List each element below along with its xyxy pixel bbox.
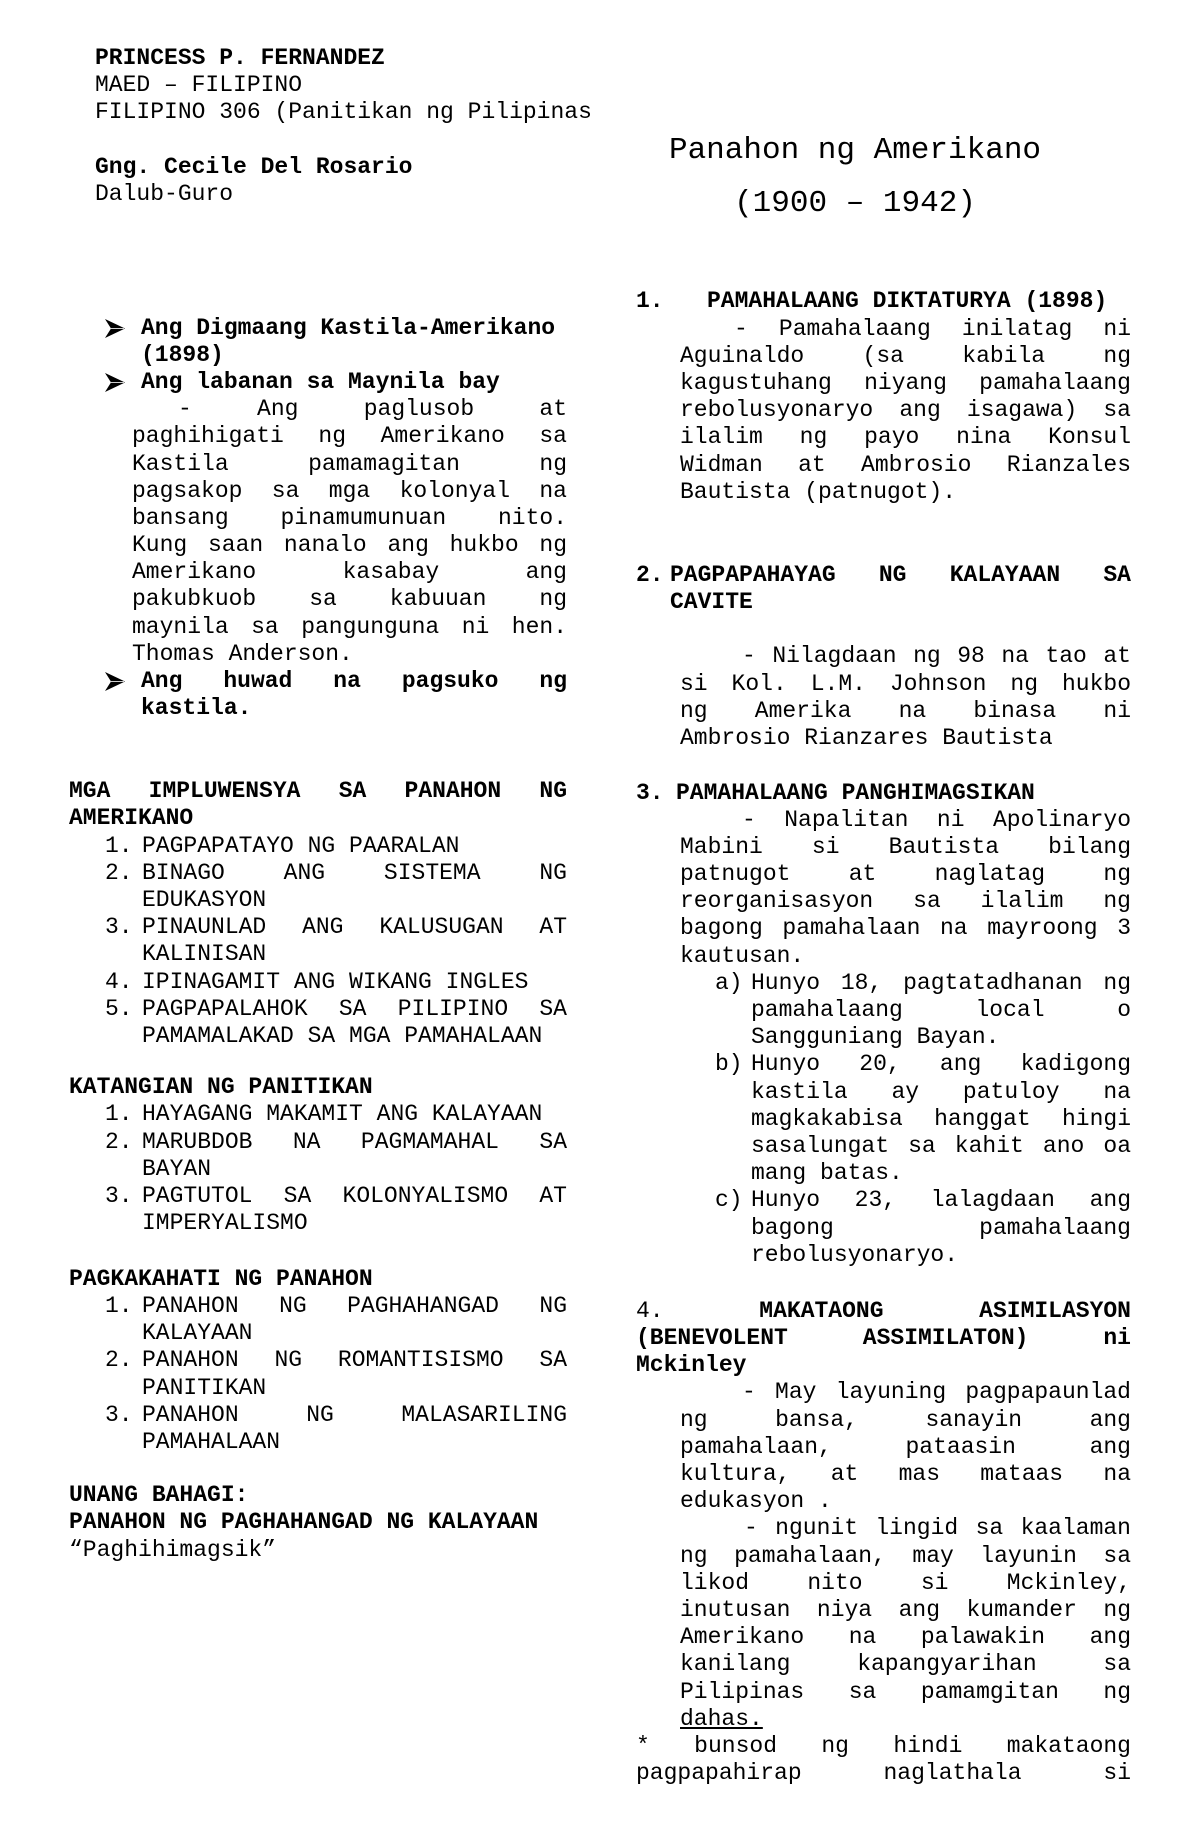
list-item: [69, 1129, 567, 1183]
arrowhead-bullet-icon: [105, 672, 125, 691]
list-item-text: PANAHON NG ROMANTISISMO SA: [142, 1347, 567, 1374]
underlined-word: dahas.: [680, 1705, 763, 1732]
list-number: 1.: [105, 1101, 133, 1128]
body-line: ng Amerika na binasa ni: [680, 697, 1131, 724]
body-line: Ambrosio Rianzares Bautista: [680, 725, 1053, 752]
blank-line: [636, 616, 1131, 643]
bullet-list: [105, 315, 567, 723]
list-item-text: IMPERYALISMO: [142, 1210, 308, 1237]
sub-item-line: Sangguniang Bayan.: [751, 1024, 1000, 1051]
list-item: [69, 969, 567, 996]
list-item-text: PAMAHALAAN: [142, 1428, 281, 1455]
body-line: Mabini si Bautista bilang: [680, 833, 1131, 860]
description-line: bansang pinamumunuan nito.: [132, 504, 567, 531]
unang-bahagi-section: [69, 1482, 567, 1564]
section-2: [636, 562, 1131, 752]
body-line: ng bansa, sanayin ang: [680, 1406, 1131, 1433]
list-number: 1.: [105, 1292, 133, 1319]
body-line: - Napalitan ni Apolinaryo: [742, 806, 1131, 833]
body-line: pamahalaan, pataasin ang: [680, 1433, 1131, 1460]
sub-item-line: mang batas.: [751, 1160, 903, 1187]
list-item-text: PAGTUTOL SA KOLONYALISMO AT: [142, 1183, 567, 1210]
bullet-text: Ang labanan sa Maynila bay: [141, 368, 500, 395]
impluwensya-section: [69, 778, 567, 1050]
sub-item: [636, 1187, 1131, 1269]
list-number: 2.: [105, 859, 133, 886]
description-line: Kastila pamamagitan ng: [132, 450, 567, 477]
author-program: MAED – FILIPINO: [95, 72, 303, 99]
section-heading-text: (BENEVOLENT ASSIMILATON) ni: [636, 1325, 1131, 1352]
section-heading: [636, 780, 1131, 807]
section-heading: PAGKAKAHATI NG PANAHON: [69, 1265, 373, 1292]
list-item: [69, 833, 567, 860]
sub-item: [636, 1051, 1131, 1187]
list-item-text: PAMAMALAKAD SA MGA PAMAHALAAN: [142, 1022, 543, 1049]
pagkakahati-section: [69, 1266, 567, 1456]
body-line: - May layuning pagpapaunlad: [742, 1379, 1131, 1406]
description-line: - Ang paglusob at: [178, 396, 567, 423]
bullet-text: (1898): [141, 341, 224, 368]
list-item-text: BAYAN: [142, 1155, 212, 1182]
sub-item-letter: b): [715, 1051, 743, 1078]
author-name: PRINCESS P. FERNANDEZ: [95, 45, 385, 71]
description-line: Kung saan nanalo ang hukbo ng: [132, 532, 567, 559]
course-name: FILIPINO 306 (Panitikan ng Pilipinas: [95, 99, 592, 126]
bullet-text: Ang Digmaang Kastila-Amerikano: [141, 314, 556, 341]
title-main: Panahon ng Amerikano: [668, 133, 1042, 168]
list-item-text: HAYAGANG MAKAMIT ANG KALAYAAN: [142, 1101, 543, 1128]
sub-item-line: bagong pamahalaang: [751, 1214, 1131, 1241]
body-line: bagong pamahalaan na mayroong 3: [680, 915, 1131, 942]
section-4: [636, 1298, 1131, 1787]
sub-item: [636, 970, 1131, 1052]
section-heading-text: PAMAHALAANG PANGHIMAGSIKAN: [676, 779, 1035, 806]
body-line: - Pamahalaang inilatag ni: [734, 315, 1131, 342]
list-number: 4.: [105, 968, 133, 995]
section-heading-text: CAVITE: [670, 589, 753, 616]
section-heading-text: PAGPAPAHAYAG NG KALAYAAN SA: [670, 561, 1131, 588]
part-subtitle: “Paghihimagsik”: [69, 1536, 277, 1563]
section-body: [680, 1379, 1131, 1515]
list-number: 1.: [105, 832, 133, 859]
teacher-name: Gng. Cecile Del Rosario: [95, 153, 413, 180]
sub-item-line: magkakabisa hanggat hingi: [751, 1105, 1131, 1132]
section-heading: [636, 1298, 1131, 1325]
part-title: PANAHON NG PAGHAHANGAD NG KALAYAAN: [69, 1509, 539, 1536]
list-number: 3.: [105, 1183, 133, 1210]
body-line: edukasyon .: [680, 1488, 832, 1515]
sub-item-line: Hunyo 23, lalagdaan ang: [751, 1187, 1131, 1214]
part-label: UNANG BAHAGI:: [69, 1482, 249, 1509]
list-item-text: PANAHON NG PAGHAHANGAD NG: [142, 1292, 567, 1319]
section-number: 3.: [636, 779, 664, 806]
list-item-text: KALAYAAN: [142, 1320, 253, 1347]
description-line: paghihigati ng Amerikano sa: [132, 423, 567, 450]
body-line: inutusan niya ang kumander ng: [680, 1596, 1131, 1623]
section-heading: [636, 288, 1131, 315]
sub-item-line: Hunyo 18, pagtatadhanan ng: [751, 969, 1131, 996]
body-line: rebolusyonaryo ang isagawa) sa: [680, 397, 1131, 424]
sub-item-line: Hunyo 20, ang kadigong: [751, 1051, 1131, 1078]
list-item-text: PANITIKAN: [142, 1374, 267, 1401]
description-line: Amerikano kasabay ang: [132, 559, 567, 586]
bullet-text: kastila.: [141, 695, 252, 722]
list-item-text: PAGPAPALAHOK SA PILIPINO SA: [142, 995, 567, 1022]
list-item: [69, 1101, 567, 1128]
teacher-role: Dalub-Guro: [95, 180, 234, 207]
body-line: - Nilagdaan ng 98 na tao at: [742, 643, 1131, 670]
list-item-text: BINAGO ANG SISTEMA NG: [142, 859, 567, 886]
list-item: [69, 1293, 567, 1347]
blank-line: [95, 127, 592, 154]
document-title: [640, 124, 1070, 230]
body-line: Widman at Ambrosio Rianzales: [680, 451, 1131, 478]
description-line: Thomas Anderson.: [132, 640, 353, 667]
section-heading: AMERIKANO: [69, 805, 194, 832]
section-heading-text: PAMAHALAANG DIKTATURYA (1898): [707, 288, 1108, 315]
body-line: ilalim ng payo nina Konsul: [680, 424, 1131, 451]
note-line: * bunsod ng hindi makataong: [636, 1732, 1131, 1759]
body-line: likod nito si Mckinley,: [680, 1569, 1131, 1596]
arrowhead-bullet-icon: [105, 373, 125, 392]
body-line: reorganisasyon sa ilalim ng: [680, 888, 1131, 915]
section-body: [680, 807, 1131, 970]
description-line: maynila sa pangunguna ni hen.: [132, 613, 567, 640]
sub-item-line: rebolusyonaryo.: [751, 1241, 959, 1268]
section-body: [680, 316, 1131, 506]
body-line: patnugot at naglatag ng: [680, 861, 1131, 888]
list-number: 2.: [105, 1128, 133, 1155]
section-1: [636, 288, 1131, 506]
body-line: kultura, at mas mataas na: [680, 1461, 1131, 1488]
section-number: 1.: [636, 288, 664, 315]
labanan-description: [132, 396, 567, 668]
bullet-text: Ang huwad na pagsuko ng: [141, 668, 567, 695]
list-number: 3.: [105, 914, 133, 941]
list-item: [69, 1183, 567, 1237]
section-heading: KATANGIAN NG PANITIKAN: [69, 1074, 373, 1101]
body-line: Amerikano na palawakin ang: [680, 1624, 1131, 1651]
list-number: 3.: [105, 1401, 133, 1428]
section-body: [680, 643, 1131, 752]
body-line: - ngunit lingid sa kaalaman: [744, 1515, 1131, 1542]
section-3: [636, 780, 1131, 1269]
list-item-text: KALINISAN: [142, 941, 267, 968]
body-line: si Kol. L.M. Johnson ng hukbo: [680, 670, 1131, 697]
list-item-text: PAGPAPATAYO NG PAARALAN: [142, 832, 460, 859]
sub-item-line: sasalungat sa kahit ano oa: [751, 1132, 1131, 1159]
body-line: ng pamahalaan, may layunin sa: [680, 1542, 1131, 1569]
body-line: kagustuhang niyang pamahalaang: [680, 369, 1131, 396]
section-heading-text: Mckinley: [636, 1352, 747, 1379]
list-item-text: EDUKASYON: [142, 887, 267, 914]
bullet-item-pagsuko: [105, 668, 567, 722]
description-line: pagsakop sa mga kolonyal na: [132, 477, 567, 504]
title-years: (1900 – 1942): [734, 186, 976, 221]
list-number: 5.: [105, 995, 133, 1022]
body-line: Aguinaldo (sa kabila ng: [680, 342, 1131, 369]
list-item-text: MARUBDOB NA PAGMAMAHAL SA: [142, 1128, 567, 1155]
sub-item-line: kastila ay patuloy na: [751, 1078, 1131, 1105]
section-body-2: [680, 1515, 1131, 1733]
section-heading: [636, 562, 1131, 589]
list-number: 2.: [105, 1347, 133, 1374]
body-line: [680, 1706, 1131, 1733]
list-item: [69, 1347, 567, 1401]
sub-item-line: pamahalaang local o: [751, 997, 1131, 1023]
arrowhead-bullet-icon: [105, 319, 125, 338]
body-line: kanilang kapangyarihan sa: [680, 1651, 1131, 1678]
list-item-text: PINAUNLAD ANG KALUSUGAN AT: [142, 914, 567, 941]
list-item: [69, 996, 567, 1050]
katangian-section: [69, 1074, 567, 1237]
section-number: 2.: [636, 561, 664, 588]
list-item: [69, 860, 567, 914]
sub-item-letter: a): [715, 969, 743, 996]
bullet-item-labanan: [105, 369, 567, 396]
description-line: pakubkuob sa kabuuan ng: [132, 586, 567, 613]
section-heading-text: MAKATAONG ASIMILASYON: [759, 1297, 1131, 1324]
body-line: Pilipinas sa pamamgitan ng: [680, 1678, 1131, 1705]
sub-item-letter: c): [715, 1187, 743, 1214]
body-line: kautusan.: [680, 942, 805, 969]
note-line: pagpapahirap naglathala si: [636, 1760, 1131, 1787]
author-info: [95, 45, 592, 208]
list-item-text: PANAHON NG MALASARILING: [142, 1401, 567, 1428]
list-item: [69, 1402, 567, 1456]
section-number: 4.: [636, 1297, 664, 1324]
body-line: Bautista (patnugot).: [680, 478, 957, 505]
section-heading: MGA IMPLUWENSYA SA PANAHON NG: [69, 778, 567, 805]
list-item-text: IPINAGAMIT ANG WIKANG INGLES: [142, 968, 529, 995]
bullet-item-digmaan: [105, 315, 567, 369]
list-item: [69, 914, 567, 968]
